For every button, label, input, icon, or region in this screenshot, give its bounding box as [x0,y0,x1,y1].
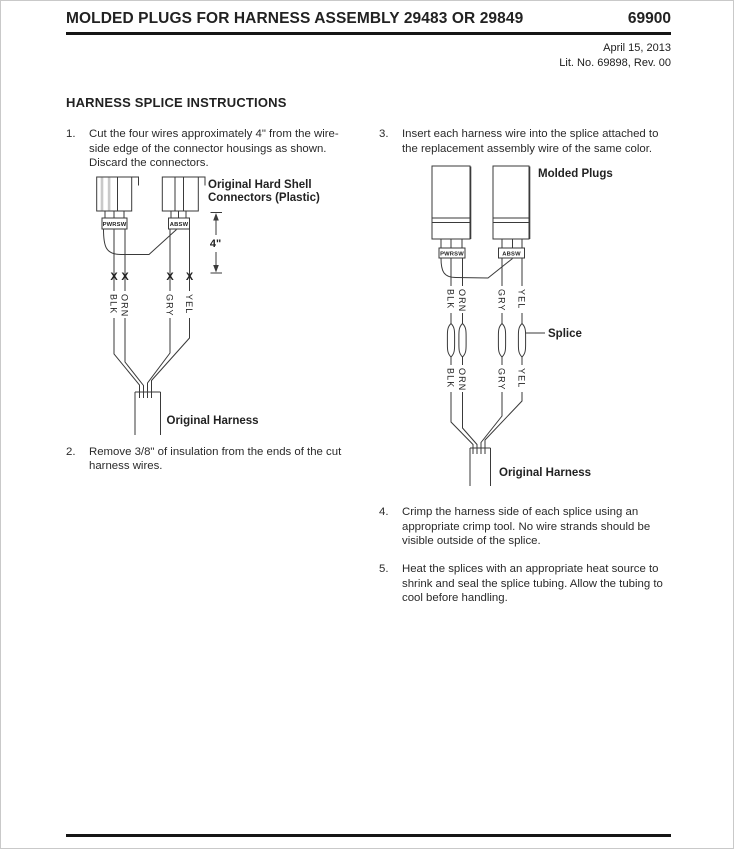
wire-label-gry: GRY [496,289,507,312]
cut-mark: X [166,270,174,283]
wire-label-yel: YEL [516,289,527,310]
dimension-label: 4" [209,237,222,250]
wire-gry-lower [148,318,171,398]
step-4 [379,505,671,549]
pub-date: April 15, 2013 [603,42,671,54]
step-2 [66,445,379,474]
wire-orn-bottom [463,392,478,454]
wire-label-yel: YEL [516,368,527,389]
cut-mark: X [185,270,194,283]
step-text: Cut the four wires approximately 4" from the wire-side edge of the connector housings as shown. Discard the connectors. [89,128,339,170]
step-text: Remove 3/8" of insulation from the ends of the cut harness wires. [89,445,342,473]
left-column [66,127,379,606]
wire-label-gry: GRY [496,368,507,391]
step-text: Insert each harness wire into the splice attached to the replacement assembly wire of the same color. [402,128,659,155]
step-text: Heat the splices with an appropriate heat source to shrink and seal the splice tubing. Allow the tubing to cool before handling. [402,562,663,605]
wire-label-yel: YEL [184,293,194,315]
splice-capsule [447,324,454,358]
splice-capsule [459,324,466,358]
footer-rule [66,834,671,837]
connector-tag-pwrsw [102,218,127,229]
hard-shell-connector-right [162,177,205,218]
splice-capsule [518,324,525,358]
section-heading: HARNESS SPLICE INSTRUCTIONS [66,95,287,110]
molded-plug-left [432,166,470,248]
harness-label: Original Harness [499,467,592,480]
splice-diagram [426,160,638,492]
connector-callout-line2: Connectors (Plastic) [208,191,320,204]
step-number: 5. [379,562,389,575]
step-number: 4. [379,506,389,519]
right-column [379,127,671,606]
splice-label: Splice [548,328,582,341]
page-title: MOLDED PLUGS FOR HARNESS ASSEMBLY 29483 OR 29849 [66,10,524,27]
wire-blk-lower [114,318,140,398]
publication-info [66,41,671,70]
wire-label-gry: GRY [164,293,175,317]
instruction-columns [66,127,671,606]
wire-label-blk: BLK [445,289,456,310]
wire-label-orn: ORN [457,289,467,313]
cut-diagram [92,172,342,440]
splice-callout [526,328,582,340]
doc-number: 69900 [627,10,671,27]
step-1 [66,127,379,171]
step-text: Crimp the harness side of each splice using an appropriate crimp tool. No wire strands should be visible outside of the splice. [402,506,651,548]
molded-plug-right [493,166,529,248]
tag-label: PWRSW [440,251,464,258]
step-number: 1. [66,128,76,140]
harness-label: Original Harness [166,414,259,427]
title-row [66,1,671,35]
step-5 [379,562,671,606]
tag-label: PWRSW [102,221,127,228]
wire-label-orn: ORN [457,368,467,392]
tag-label: ABSW [502,251,521,258]
original-harness [135,392,259,435]
wire-yel-bottom [485,392,522,454]
wire-label-blk: BLK [445,368,456,389]
molded-plugs-label: Molded Plugs [538,168,613,181]
wire-label-orn: ORN [119,293,130,318]
original-harness [470,448,591,486]
plug-tag-absw [499,248,525,258]
wire-gry-bottom [481,392,502,454]
connector-callout-line1: Original Hard Shell [208,178,312,191]
lit-number: Lit. No. 69898, Rev. 00 [559,56,671,69]
tag-label: ABSW [169,221,189,228]
step-number: 2. [66,445,76,458]
dimension-4in [210,212,222,273]
page-header [66,1,671,70]
step-3 [379,127,671,156]
wire-orn-lower [125,318,144,398]
plug-tag-pwrsw [439,248,465,258]
cut-mark: X [110,270,118,283]
cut-mark: X [121,270,129,283]
wire-label-blk: BLK [108,293,119,315]
step-number: 3. [379,128,389,140]
hard-shell-connector-left [97,177,139,218]
connector-tag-absw [169,218,190,229]
splice-capsule [498,324,505,358]
